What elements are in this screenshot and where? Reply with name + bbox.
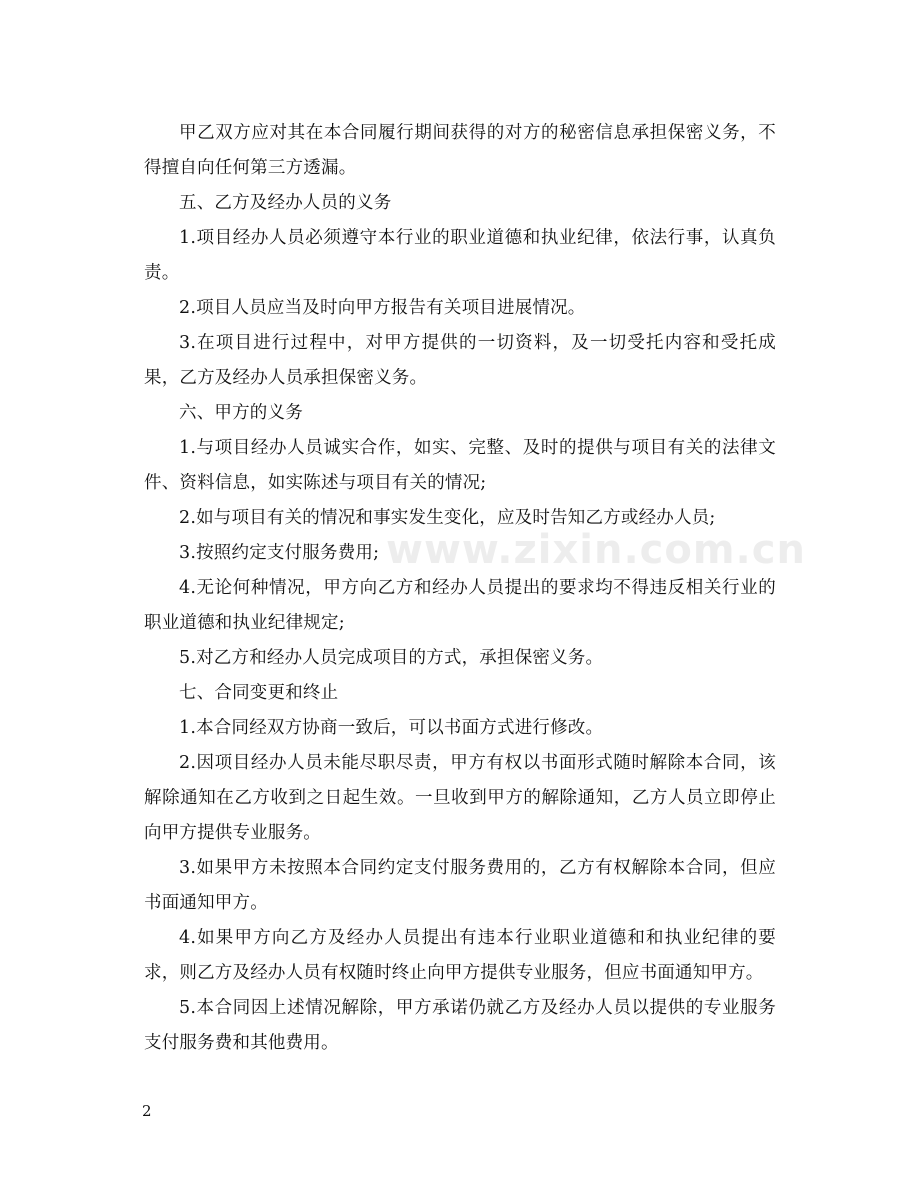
paragraph-5-1: 1.项目经办人员必须遵守本行业的职业道德和执业纪律，依法行事，认真负责。	[144, 228, 776, 283]
document-body	[144, 116, 776, 1061]
paragraph-7-1: 1.本合同经双方协商一致后，可以书面方式进行修改。	[179, 718, 604, 738]
paragraph-6-3: 3.按照约定支付服务费用;	[179, 543, 380, 563]
page-number: 2	[142, 1102, 152, 1120]
section-heading-6: 六、甲方的义务	[179, 403, 303, 423]
paragraph-5-2: 2.项目人员应当及时向甲方报告有关项目进展情况。	[179, 298, 586, 318]
paragraph-7-2: 2.因项目经办人员未能尽职尽责，甲方有权以书面形式随时解除本合同，该解除通知在乙方收到之日起生效。一旦收到甲方的解除通知，乙方人员立即停止向甲方提供专业服务。	[144, 753, 776, 843]
paragraph-7-5: 5.本合同因上述情况解除，甲方承诺仍就乙方及经办人员以提供的专业服务支付服务费和其他费用。	[144, 998, 776, 1053]
paragraph-5-3: 3.在项目进行过程中，对甲方提供的一切资料，及一切受托内容和受托成果，乙方及经办人员承担保密义务。	[144, 333, 776, 388]
paragraph-7-3: 3.如果甲方未按照本合同约定支付服务费用的，乙方有权解除本合同，但应书面通知甲方。	[144, 858, 776, 913]
section-heading-7: 七、合同变更和终止	[179, 683, 339, 703]
paragraph-7-4: 4.如果甲方向乙方及经办人员提出有违本行业职业道德和和执业纪律的要求，则乙方及经办人员有权随时终止向甲方提供专业服务，但应书面通知甲方。	[144, 928, 776, 983]
watermark: www.zixin.com.cn	[386, 527, 806, 573]
paragraph-confidentiality: 甲乙双方应对其在本合同履行期间获得的对方的秘密信息承担保密义务，不得擅自向任何第三方透漏。	[144, 123, 776, 178]
paragraph-6-4: 4.无论何种情况，甲方向乙方和经办人员提出的要求均不得违反相关行业的职业道德和执业纪律规定;	[144, 578, 776, 633]
paragraph-6-1: 1.与项目经办人员诚实合作，如实、完整、及时的提供与项目有关的法律文件、资料信息，如实陈述与项目有关的情况;	[144, 438, 776, 493]
section-heading-5: 五、乙方及经办人员的义务	[179, 193, 392, 213]
paragraph-6-5: 5.对乙方和经办人员完成项目的方式，承担保密义务。	[179, 648, 604, 668]
paragraph-6-2: 2.如与项目有关的情况和事实发生变化，应及时告知乙方或经办人员;	[179, 508, 716, 528]
